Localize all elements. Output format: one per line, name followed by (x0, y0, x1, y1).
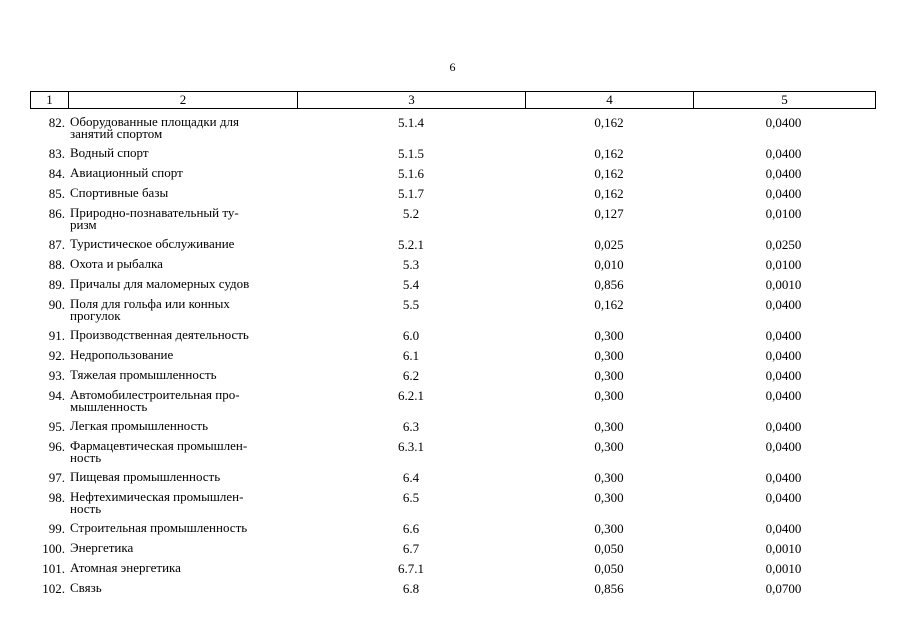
row-code: 5.1.7 (398, 186, 424, 201)
row-number: 84. (48, 166, 65, 181)
row-name (70, 440, 297, 464)
row-name (70, 491, 297, 515)
row-name-line: ность (70, 501, 102, 516)
row-name-line: Строительная промышленность (70, 520, 248, 535)
row-name (70, 420, 297, 433)
table-row (30, 491, 876, 515)
row-number: 101. (42, 561, 65, 576)
row-code: 5.3 (402, 257, 420, 272)
row-code: 6.4 (402, 470, 420, 485)
row-value-1: 0,127 (594, 206, 624, 221)
row-value-2: 0,0100 (765, 206, 802, 221)
row-name-line: Оборудованные площадки для (70, 114, 239, 129)
row-value-2: 0,0400 (765, 470, 802, 485)
row-number: 95. (48, 419, 65, 434)
row-name-line: ность (70, 450, 102, 465)
row-code: 6.0 (402, 328, 420, 343)
row-name (70, 389, 297, 413)
row-name (70, 582, 297, 595)
row-name-line: занятий спортом (70, 126, 163, 141)
row-value-1: 0,300 (594, 348, 624, 363)
row-code: 6.8 (402, 581, 420, 596)
row-name (70, 542, 297, 555)
row-code: 5.5 (402, 297, 420, 312)
row-value-2: 0,0700 (765, 581, 802, 596)
row-name (70, 349, 297, 362)
row-number: 100. (42, 541, 65, 556)
row-code: 6.6 (402, 521, 420, 536)
row-number: 98. (48, 490, 65, 505)
row-value-1: 0,300 (594, 388, 624, 403)
row-value-2: 0,0010 (765, 541, 802, 556)
row-name-line: Авиационный спорт (70, 165, 183, 180)
row-name-line: Туристическое обслуживание (70, 236, 235, 251)
table-row (30, 116, 876, 140)
row-name (70, 258, 297, 271)
table-row (30, 238, 876, 251)
row-value-1: 0,050 (594, 561, 624, 576)
row-value-2: 0,0400 (765, 146, 802, 161)
row-code: 6.2 (402, 368, 420, 383)
row-name-line: Фармацевтическая промышлен- (70, 438, 248, 453)
header-cell-4: 4 (526, 92, 694, 108)
table-row (30, 187, 876, 200)
row-value-1: 0,300 (594, 368, 624, 383)
row-number: 96. (48, 439, 65, 454)
row-value-1: 0,162 (594, 115, 624, 130)
row-name (70, 329, 297, 342)
row-value-1: 0,162 (594, 166, 624, 181)
row-number: 99. (48, 521, 65, 536)
row-name-line: Пищевая промышленность (70, 469, 221, 484)
row-name-line: Причалы для маломерных судов (70, 276, 250, 291)
row-name (70, 238, 297, 251)
row-number: 89. (48, 277, 65, 292)
page-number: 6 (449, 60, 456, 74)
row-value-1: 0,162 (594, 146, 624, 161)
row-value-2: 0,0400 (765, 521, 802, 536)
row-value-2: 0,0400 (765, 368, 802, 383)
row-code: 6.2.1 (398, 388, 424, 403)
row-number: 92. (48, 348, 65, 363)
row-number: 85. (48, 186, 65, 201)
row-code: 5.1.4 (398, 115, 424, 130)
row-name (70, 298, 297, 322)
row-number: 87. (48, 237, 65, 252)
row-value-1: 0,300 (594, 439, 624, 454)
row-value-2: 0,0400 (765, 348, 802, 363)
table-row (30, 369, 876, 382)
row-name-line: Энергетика (70, 540, 134, 555)
row-number: 82. (48, 115, 65, 130)
row-value-1: 0,025 (594, 237, 624, 252)
row-value-1: 0,300 (594, 419, 624, 434)
row-number: 94. (48, 388, 65, 403)
row-name-line: Производственная деятельность (70, 327, 249, 342)
table-row (30, 471, 876, 484)
table-row (30, 258, 876, 271)
row-number: 91. (48, 328, 65, 343)
row-name (70, 471, 297, 484)
row-name-line: Природно-познавательный ту- (70, 205, 239, 220)
row-value-2: 0,0250 (765, 237, 802, 252)
table-row (30, 522, 876, 535)
row-name-line: Охота и рыбалка (70, 256, 163, 271)
row-value-2: 0,0400 (765, 439, 802, 454)
row-value-2: 0,0400 (765, 490, 802, 505)
row-value-2: 0,0400 (765, 328, 802, 343)
row-name-line: Нефтехимическая промышлен- (70, 489, 244, 504)
header-cell-3: 3 (298, 92, 526, 108)
row-name-line: Поля для гольфа или конных (70, 296, 230, 311)
row-name (70, 278, 297, 291)
row-value-1: 0,300 (594, 521, 624, 536)
row-name-line: Легкая промышленность (70, 418, 209, 433)
row-name (70, 522, 297, 535)
header-cell-1: 1 (31, 92, 69, 108)
row-code: 5.2.1 (398, 237, 424, 252)
table-row (30, 278, 876, 291)
table-row (30, 562, 876, 575)
row-value-1: 0,162 (594, 297, 624, 312)
row-value-2: 0,0010 (765, 277, 802, 292)
row-code: 6.7 (402, 541, 420, 556)
table-row (30, 207, 876, 231)
table-body (30, 116, 876, 602)
table-row (30, 542, 876, 555)
table-row (30, 389, 876, 413)
row-value-1: 0,856 (594, 581, 624, 596)
row-number: 88. (48, 257, 65, 272)
row-value-2: 0,0400 (765, 115, 802, 130)
row-name-line: ризм (70, 217, 97, 232)
row-code: 6.1 (402, 348, 420, 363)
table-header-row (30, 91, 876, 109)
row-number: 93. (48, 368, 65, 383)
row-name-line: Атомная энергетика (70, 560, 181, 575)
table-row (30, 329, 876, 342)
header-cell-5: 5 (781, 92, 788, 107)
row-value-2: 0,0400 (765, 166, 802, 181)
row-name-line: Спортивные базы (70, 185, 169, 200)
row-value-2: 0,0400 (765, 186, 802, 201)
row-code: 5.1.6 (398, 166, 424, 181)
row-name-line: Автомобилестроительная про- (70, 387, 240, 402)
row-number: 90. (48, 297, 65, 312)
row-name (70, 167, 297, 180)
row-value-1: 0,300 (594, 328, 624, 343)
table-row (30, 440, 876, 464)
row-code: 5.2 (402, 206, 420, 221)
row-name (70, 187, 297, 200)
row-number: 86. (48, 206, 65, 221)
row-value-2: 0,0400 (765, 388, 802, 403)
row-value-2: 0,0400 (765, 297, 802, 312)
header-cell-2: 2 (69, 92, 298, 108)
row-number: 102. (42, 581, 65, 596)
row-name-line: Связь (70, 580, 102, 595)
table-row (30, 147, 876, 160)
row-number: 83. (48, 146, 65, 161)
row-name (70, 562, 297, 575)
row-value-1: 0,010 (594, 257, 624, 272)
row-code: 5.1.5 (398, 146, 424, 161)
row-name-line: Тяжелая промышленность (70, 367, 217, 382)
row-name (70, 147, 297, 160)
row-name-line: мышленность (70, 399, 148, 414)
table-row (30, 167, 876, 180)
table-row (30, 349, 876, 362)
row-value-1: 0,856 (594, 277, 624, 292)
row-value-2: 0,0100 (765, 257, 802, 272)
row-value-1: 0,050 (594, 541, 624, 556)
row-name (70, 116, 297, 140)
row-value-2: 0,0010 (765, 561, 802, 576)
row-value-1: 0,162 (594, 186, 624, 201)
table-row (30, 582, 876, 595)
table-row (30, 298, 876, 322)
row-value-1: 0,300 (594, 470, 624, 485)
row-value-1: 0,300 (594, 490, 624, 505)
row-name-line: прогулок (70, 308, 121, 323)
table-row (30, 420, 876, 433)
row-value-2: 0,0400 (765, 419, 802, 434)
row-number: 97. (48, 470, 65, 485)
row-code: 6.5 (402, 490, 420, 505)
row-code: 5.4 (402, 277, 420, 292)
row-code: 6.7.1 (398, 561, 424, 576)
row-name-line: Водный спорт (70, 145, 149, 160)
row-name (70, 207, 297, 231)
row-code: 6.3.1 (398, 439, 424, 454)
row-code: 6.3 (402, 419, 420, 434)
row-name (70, 369, 297, 382)
row-name-line: Недропользование (70, 347, 174, 362)
